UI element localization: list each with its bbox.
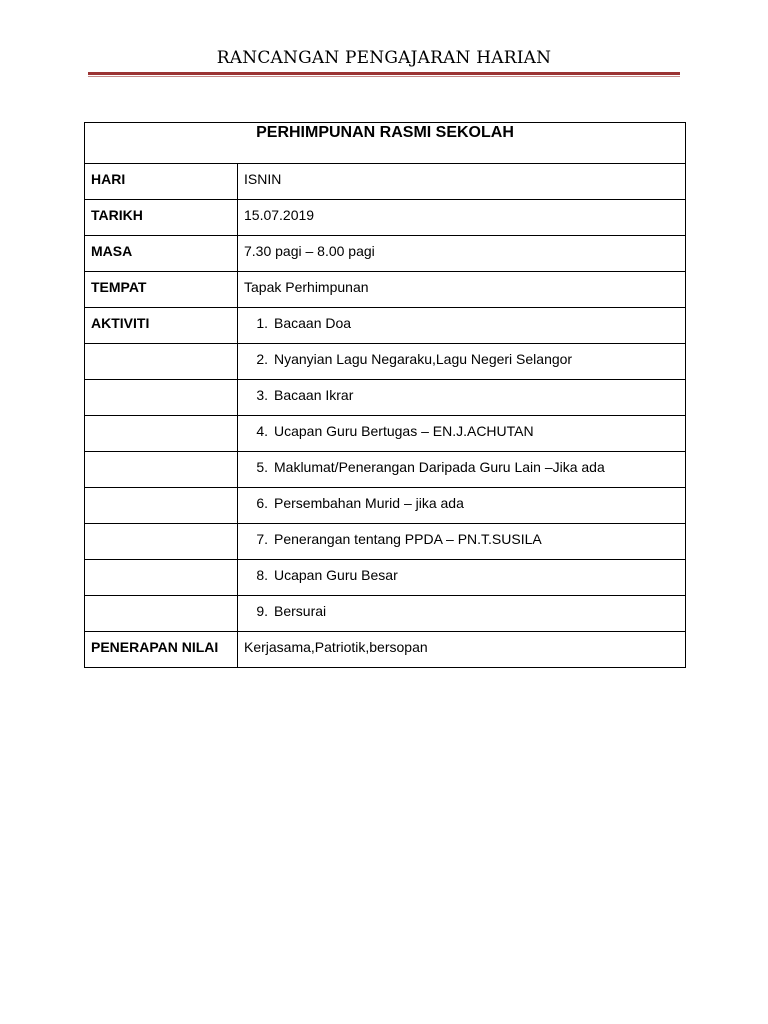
- activity-item: [238, 488, 686, 524]
- activity-item: [238, 380, 686, 416]
- activity-item: [238, 596, 686, 632]
- row-label-aktiviti: AKTIVITI: [85, 308, 238, 344]
- activity-text: Maklumat/Penerangan Daripada Guru Lain –Jika ada: [274, 459, 605, 475]
- activity-item: [238, 344, 686, 380]
- activity-text: Bacaan Ikrar: [274, 387, 354, 403]
- activity-number: 6.: [256, 495, 268, 511]
- activity-row: [85, 452, 686, 488]
- activity-item: [238, 452, 686, 488]
- activity-row: [85, 344, 686, 380]
- table-row: [85, 272, 686, 308]
- table-row: [85, 236, 686, 272]
- activity-item: [238, 308, 686, 344]
- empty-label-cell: [85, 488, 238, 524]
- activity-number: 9.: [256, 603, 268, 619]
- activity-row: [85, 560, 686, 596]
- activity-text: Persembahan Murid – jika ada: [274, 495, 464, 511]
- row-label-hari: HARI: [85, 164, 238, 200]
- empty-label-cell: [85, 560, 238, 596]
- table-row: [85, 632, 686, 668]
- activity-item: [238, 524, 686, 560]
- row-value-tarikh: 15.07.2019: [238, 200, 686, 236]
- table-row: [85, 200, 686, 236]
- activity-number: 5.: [256, 459, 268, 475]
- activity-number: 4.: [256, 423, 268, 439]
- activity-row: [85, 308, 686, 344]
- activity-row: [85, 380, 686, 416]
- activity-item: [238, 416, 686, 452]
- empty-label-cell: [85, 416, 238, 452]
- empty-label-cell: [85, 344, 238, 380]
- activity-number: 3.: [256, 387, 268, 403]
- activity-row: [85, 416, 686, 452]
- row-label-penerapan-nilai: PENERAPAN NILAI: [85, 632, 238, 668]
- activity-number: 7.: [256, 531, 268, 547]
- row-value-masa: 7.30 pagi – 8.00 pagi: [238, 236, 686, 272]
- activity-item: [238, 560, 686, 596]
- activity-number: 2.: [256, 351, 268, 367]
- activity-row: [85, 596, 686, 632]
- row-label-masa: MASA: [85, 236, 238, 272]
- row-value-hari: ISNIN: [238, 164, 686, 200]
- header-divider: [88, 72, 680, 75]
- activity-text: Nyanyian Lagu Negaraku,Lagu Negeri Selangor: [274, 351, 573, 367]
- activity-text: Bersurai: [274, 603, 327, 619]
- activity-row: [85, 488, 686, 524]
- page-header-title: RANCANGAN PENGAJARAN HARIAN: [216, 48, 552, 68]
- empty-label-cell: [85, 380, 238, 416]
- table-row: [85, 164, 686, 200]
- activity-text: Penerangan tentang PPDA – PN.T.SUSILA: [274, 531, 542, 547]
- empty-label-cell: [85, 524, 238, 560]
- table-title: PERHIMPUNAN RASMI SEKOLAH: [85, 123, 686, 164]
- table-title-row: [85, 123, 686, 164]
- empty-label-cell: [85, 596, 238, 632]
- row-label-tempat: TEMPAT: [85, 272, 238, 308]
- activity-number: 8.: [256, 567, 268, 583]
- activity-number: 1.: [256, 315, 268, 331]
- empty-label-cell: [85, 452, 238, 488]
- activity-row: [85, 524, 686, 560]
- assembly-schedule-table: [84, 122, 686, 668]
- row-value-penerapan-nilai: Kerjasama,Patriotik,bersopan: [238, 632, 686, 668]
- header-divider-thin: [88, 76, 680, 77]
- activity-text: Ucapan Guru Bertugas – EN.J.ACHUTAN: [274, 423, 534, 439]
- activity-text: Ucapan Guru Besar: [274, 567, 398, 583]
- row-value-tempat: Tapak Perhimpunan: [238, 272, 686, 308]
- row-label-tarikh: TARIKH: [85, 200, 238, 236]
- activity-text: Bacaan Doa: [274, 315, 352, 331]
